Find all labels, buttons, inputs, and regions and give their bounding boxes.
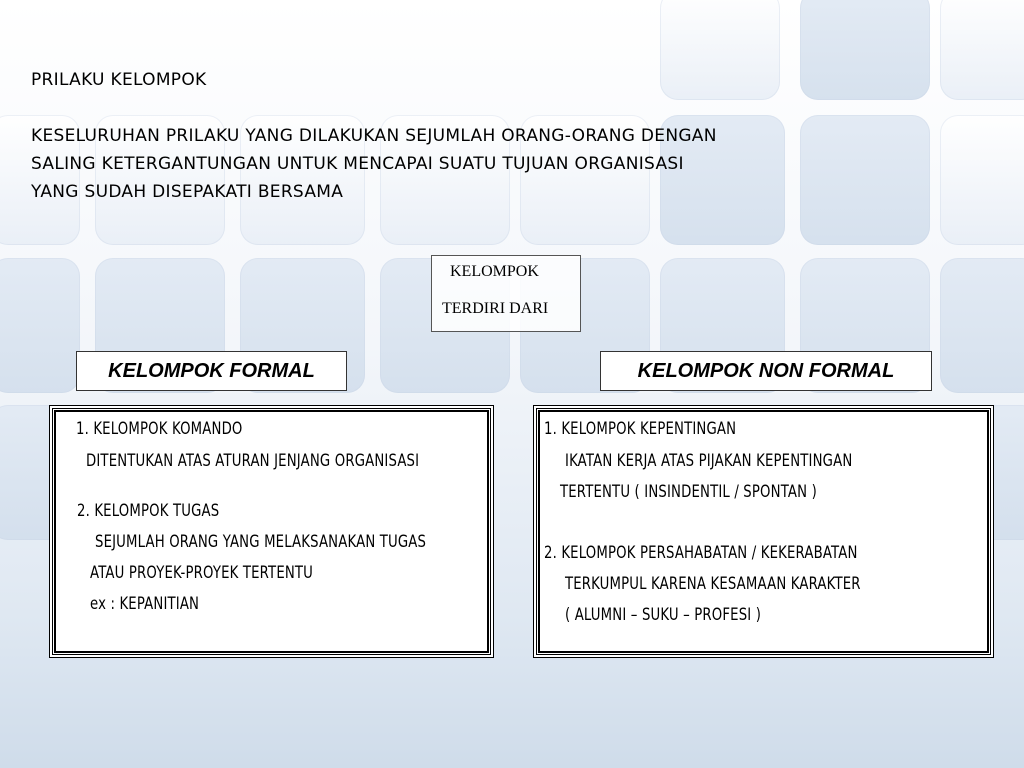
definition-text [31,122,991,206]
kelompok-box-line1: KELOMPOK [450,263,539,280]
formal-item-desc: SEJUMLAH ORANG YANG MELAKSANAKAN TUGAS [95,532,427,552]
kelompok-box-line2: TERDIRI DARI [442,300,549,317]
formal-item-title: 1. KELOMPOK KOMANDO [76,419,243,439]
formal-panel [49,405,494,658]
definition-line: SALING KETERGANTUNGAN UNTUK MENCAPAI SUATU TUJUAN ORGANISASI [31,154,684,174]
non-formal-item-desc: IKATAN KERJA ATAS PIJAKAN KEPENTINGAN [565,451,853,471]
non-formal-item-title: 2. KELOMPOK PERSAHABATAN / KEKERABATAN [544,543,858,563]
definition-line: YANG SUDAH DISEPAKATI BERSAMA [31,182,344,202]
kelompok-box [431,255,581,332]
non-formal-item-title: 1. KELOMPOK KEPENTINGAN [544,419,737,439]
non-formal-item-desc: ( ALUMNI – SUKU – PROFESI ) [565,605,762,625]
non-formal-panel [533,405,994,658]
formal-item-desc: DITENTUKAN ATAS ATURAN JENJANG ORGANISASI [86,451,420,471]
non-formal-header: KELOMPOK NON FORMAL [600,351,932,391]
definition-line: KESELURUHAN PRILAKU YANG DILAKUKAN SEJUMLAH ORANG-ORANG DENGAN [31,126,717,146]
formal-item-desc: ATAU PROYEK-PROYEK TERTENTU [90,563,314,583]
non-formal-item-desc: TERKUMPUL KARENA KESAMAAN KARAKTER [565,574,861,594]
slide-title: PRILAKU KELOMPOK [31,70,207,90]
non-formal-item-desc: TERTENTU ( INSINDENTIL / SPONTAN ) [560,482,817,502]
formal-item-example: ex : KEPANITIAN [90,594,200,614]
formal-item-title: 2. KELOMPOK TUGAS [77,501,220,521]
formal-header: KELOMPOK FORMAL [76,351,347,391]
